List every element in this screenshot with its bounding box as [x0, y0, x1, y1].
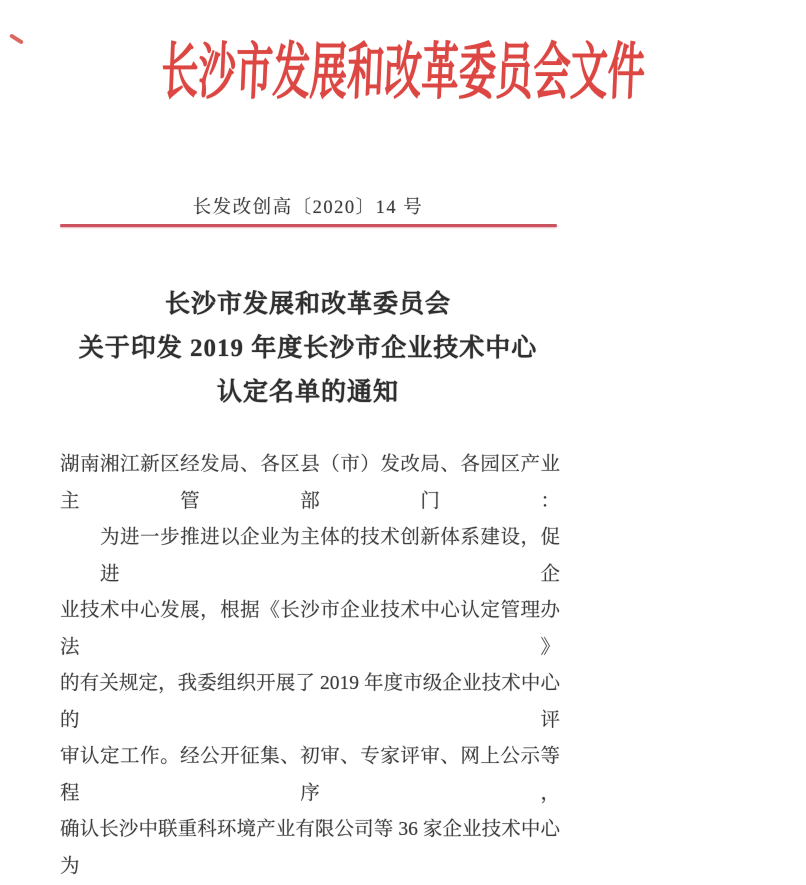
paragraph-line: 确认长沙中联重科环境产业有限公司等 36 家企业技术中心为 — [60, 819, 560, 877]
document-header — [0, 33, 647, 113]
paragraph-line: 业技术中心发展，根据《长沙市企业技术中心认定管理办法》 — [60, 600, 560, 658]
paragraph-line: 的有关规定，我委组织开展了 2019 年度市级企业技术中心的评 — [60, 673, 560, 731]
document-title — [0, 283, 616, 415]
document-body — [60, 447, 560, 885]
document-title-line-3: 认定名单的通知 — [216, 379, 399, 406]
document-page — [0, 33, 647, 877]
document-title-line-1: 长沙市发展和改革委员会 — [164, 291, 451, 318]
agency-header-title: 长沙市发展和改革委员会文件 — [159, 39, 647, 107]
red-divider-line — [60, 224, 557, 227]
paragraph-line: 审认定工作。经公开征集、初审、专家评审、网上公示等程序， — [60, 746, 560, 804]
paragraph-line: 为进一步推进以企业为主体的技术创新体系建设，促进企 — [100, 527, 560, 585]
document-number: 长发改创高〔2020〕14 号 — [192, 198, 424, 218]
document-title-line-2: 关于印发 2019 年度长沙市企业技术中心 — [78, 335, 538, 362]
salutation-line: 湖南湘江新区经发局、各区县（市）发改局、各园区产业主管部门： — [60, 454, 560, 512]
